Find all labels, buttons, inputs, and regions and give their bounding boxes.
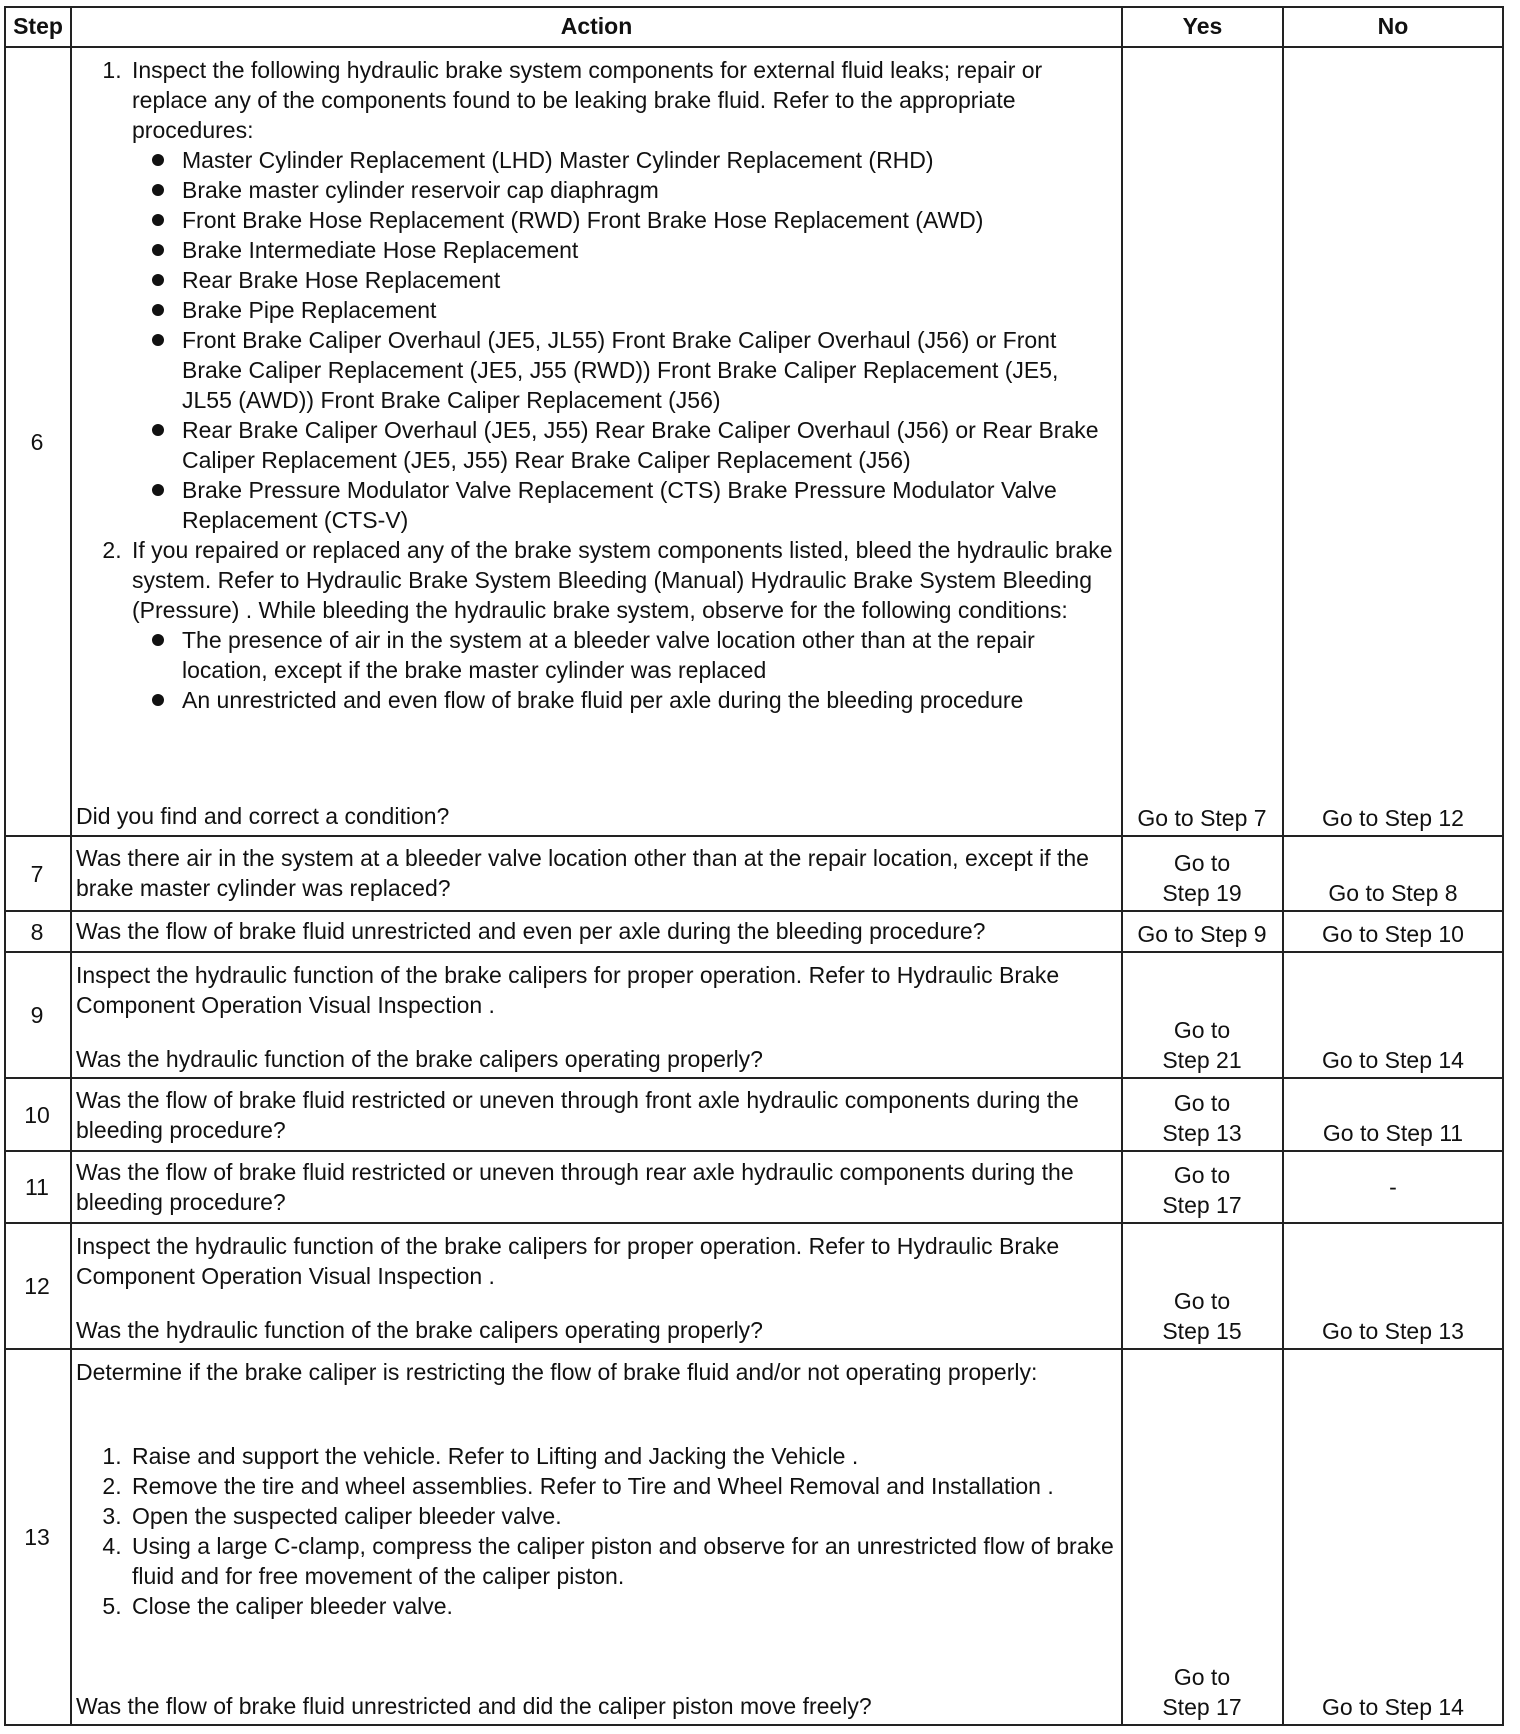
column-divider [1282,6,1284,1726]
bullet-list [132,625,1114,715]
bullet-icon [152,214,164,226]
bullet-text: The presence of air in the system at a bleeder valve location other than at the repair location, except if the brake master cylinder was replaced [182,627,1035,683]
list-item-text: If you repaired or replaced any of the brake system components listed, bleed the hydraulic brake system. Refer to Hydraulic Brake System Bleeding (Manual) Hydraulic Brake System Bleeding (Pressure) . While bleeding the hydraulic brake system, observe for the following conditions: [132,537,1113,623]
question-text: Was the hydraulic function of the brake calipers operating properly? [76,1046,763,1072]
bullet-text: Brake master cylinder reservoir cap diaphragm [182,177,659,203]
no-cell [1285,837,1501,908]
yes-cell [1124,837,1280,908]
step-number [6,48,68,835]
list-item: 1. Raise and support the vehicle. Refer to Lifting and Jacking the Vehicle . [128,1441,1114,1471]
bullet-item [182,685,1114,715]
bullet-text: Front Brake Hose Replacement (RWD) Front Brake Hose Replacement (AWD) [182,207,984,233]
no-text: Go to Step 13 [1322,1318,1464,1344]
intro-text: Inspect the hydraulic function of the brake calipers for proper operation. Refer to Hydraulic Brake Component Operation Visual Inspection . [76,962,1060,1018]
list-item: 3. Open the suspected caliper bleeder valve. [128,1501,1114,1531]
bullet-item [182,145,1114,175]
action-cell [76,1441,1114,1621]
header-action: Action [560,13,633,39]
yes-text: Step 21 [1162,1047,1242,1073]
list-item: 5. Close the caliper bleeder valve. [128,1591,1114,1621]
bullet-text: Rear Brake Caliper Overhaul (JE5, J55) Rear Brake Caliper Overhaul (J56) or Rear Brake Caliper Replacement (JE5, J55) Rear Brake Caliper Replacement (J56) [182,417,1099,473]
action-list [76,1441,1114,1621]
no-text: Go to Step 11 [1322,1120,1464,1146]
step-number-text: 8 [30,918,44,945]
yes-text: Step 19 [1162,880,1242,906]
bullet-icon [152,274,164,286]
yes-text: Go to [1173,850,1231,876]
no-text: Go to Step 14 [1322,1047,1464,1073]
list-item [128,535,1114,715]
yes-text: Go to Step 7 [1137,805,1267,831]
no-text: Go to Step 12 [1322,805,1464,831]
step-number [6,1224,68,1348]
bullet-text: Rear Brake Hose Replacement [182,267,501,293]
yes-text: Go to [1173,1017,1231,1043]
table-border-right [1502,6,1504,1726]
yes-text: Go to Step 9 [1137,921,1267,947]
yes-text: Go to [1173,1664,1231,1690]
step-number [6,1152,68,1222]
yes-cell [1124,48,1280,833]
step-number-text: 7 [30,860,44,887]
question-text: Was the hydraulic function of the brake calipers operating properly? [76,1317,763,1343]
yes-cell [1124,1152,1280,1220]
bullet-list [132,145,1114,535]
step-number-text: 9 [30,1002,44,1028]
step-number-text: 6 [30,428,44,455]
yes-text: Step 15 [1162,1318,1242,1344]
yes-text: Go to [1173,1162,1231,1188]
yes-text: Step 17 [1162,1192,1242,1218]
yes-text: Step 17 [1162,1694,1242,1720]
action-cell [76,55,1114,715]
bullet-text: Brake Intermediate Hose Replacement [182,237,579,263]
step-number [6,1079,68,1150]
no-cell [1285,1079,1501,1148]
no-text: - [1389,1174,1397,1200]
no-text: Go to Step 8 [1328,880,1458,906]
bullet-text: An unrestricted and even flow of brake fluid per axle during the bleeding procedure [182,687,1024,713]
yes-text: Go to [1173,1090,1231,1116]
action-list [76,55,1114,715]
yes-cell [1124,953,1280,1075]
bullet-item [182,475,1114,535]
bullet-icon [152,184,164,196]
intro-text: Inspect the hydraulic function of the brake calipers for proper operation. Refer to Hydraulic Brake Component Operation Visual Inspection . [76,1233,1060,1289]
bullet-item [182,205,1114,235]
yes-text: Step 13 [1162,1120,1242,1146]
question-text: Was the flow of brake fluid restricted or uneven through front axle hydraulic components during the bleeding procedure? [76,1087,1079,1143]
bullet-icon [152,634,164,646]
list-item-text: Inspect the following hydraulic brake system components for external fluid leaks; repair or replace any of the components found to be leaking brake fluid. Refer to the appropriate procedures: [132,57,1043,143]
bullet-icon [152,424,164,436]
bullet-icon [152,334,164,346]
yes-cell [1124,1350,1280,1722]
step-number-text: 12 [24,1273,50,1299]
yes-cell [1124,912,1280,949]
question-text: Was there air in the system at a bleeder valve location other than at the repair location, except if the brake master cylinder was replaced? [76,845,1089,901]
step-number-text: 13 [24,1524,50,1550]
question-text: Did you find and correct a condition? [76,803,450,829]
bullet-icon [152,304,164,316]
header-step: Step [13,13,63,39]
header-no: No [1377,13,1409,39]
bullet-icon [152,244,164,256]
bullet-text: Brake Pressure Modulator Valve Replacement (CTS) Brake Pressure Modulator Valve Replacement (CTS-V) [182,477,1057,533]
no-text: Go to Step 14 [1322,1694,1464,1720]
no-text: Go to Step 10 [1322,921,1464,947]
list-item: 4. Using a large C-clamp, compress the caliper piston and observe for an unrestricted flow of brake fluid and for free movement of the caliper piston. [128,1531,1114,1591]
column-divider [1121,6,1123,1726]
header-yes: Yes [1182,13,1223,39]
bullet-icon [152,484,164,496]
step-number [6,1350,68,1724]
bullet-item [182,295,1114,325]
yes-cell [1124,1224,1280,1346]
bullet-text: Front Brake Caliper Overhaul (JE5, JL55) Front Brake Caliper Overhaul (J56) or Front Brake Caliper Replacement (JE5, J55 (RWD)) Front Brake Caliper Replacement (JE5, JL55 (AWD)) Front Brake Caliper Replacement (J56) [182,327,1059,413]
list-item [128,55,1114,535]
yes-cell [1124,1079,1280,1148]
step-number [6,837,68,910]
step-number [6,912,68,951]
intro-text: Determine if the brake caliper is restricting the flow of brake fluid and/or not operating properly: [76,1359,1038,1385]
no-cell [1285,48,1501,833]
bullet-item [182,325,1114,415]
column-divider [70,6,72,1726]
table-border-bottom [4,1724,1504,1726]
yes-text: Go to [1173,1288,1231,1314]
step-number [6,953,68,1077]
bullet-item [182,265,1114,295]
question-text: Was the flow of brake fluid restricted or uneven through rear axle hydraulic components during the bleeding procedure? [76,1159,1074,1215]
question-text: Was the flow of brake fluid unrestricted and did the caliper piston move freely? [76,1693,872,1719]
bullet-icon [152,154,164,166]
bullet-item [182,175,1114,205]
step-number-text: 10 [24,1101,50,1128]
step-number-text: 11 [25,1174,49,1200]
no-cell [1285,953,1501,1075]
no-cell [1285,912,1501,949]
no-cell [1285,1224,1501,1346]
no-cell [1285,1350,1501,1722]
bullet-item [182,235,1114,265]
bullet-icon [152,694,164,706]
bullet-text: Master Cylinder Replacement (LHD) Master Cylinder Replacement (RHD) [182,147,934,173]
bullet-item [182,415,1114,475]
list-item: 2. Remove the tire and wheel assemblies. Refer to Tire and Wheel Removal and Installation . [128,1471,1114,1501]
bullet-text: Brake Pipe Replacement [182,297,437,323]
no-cell [1285,1152,1501,1222]
bullet-item [182,625,1114,685]
question-text: Was the flow of brake fluid unrestricted and even per axle during the bleeding procedure? [76,918,986,944]
